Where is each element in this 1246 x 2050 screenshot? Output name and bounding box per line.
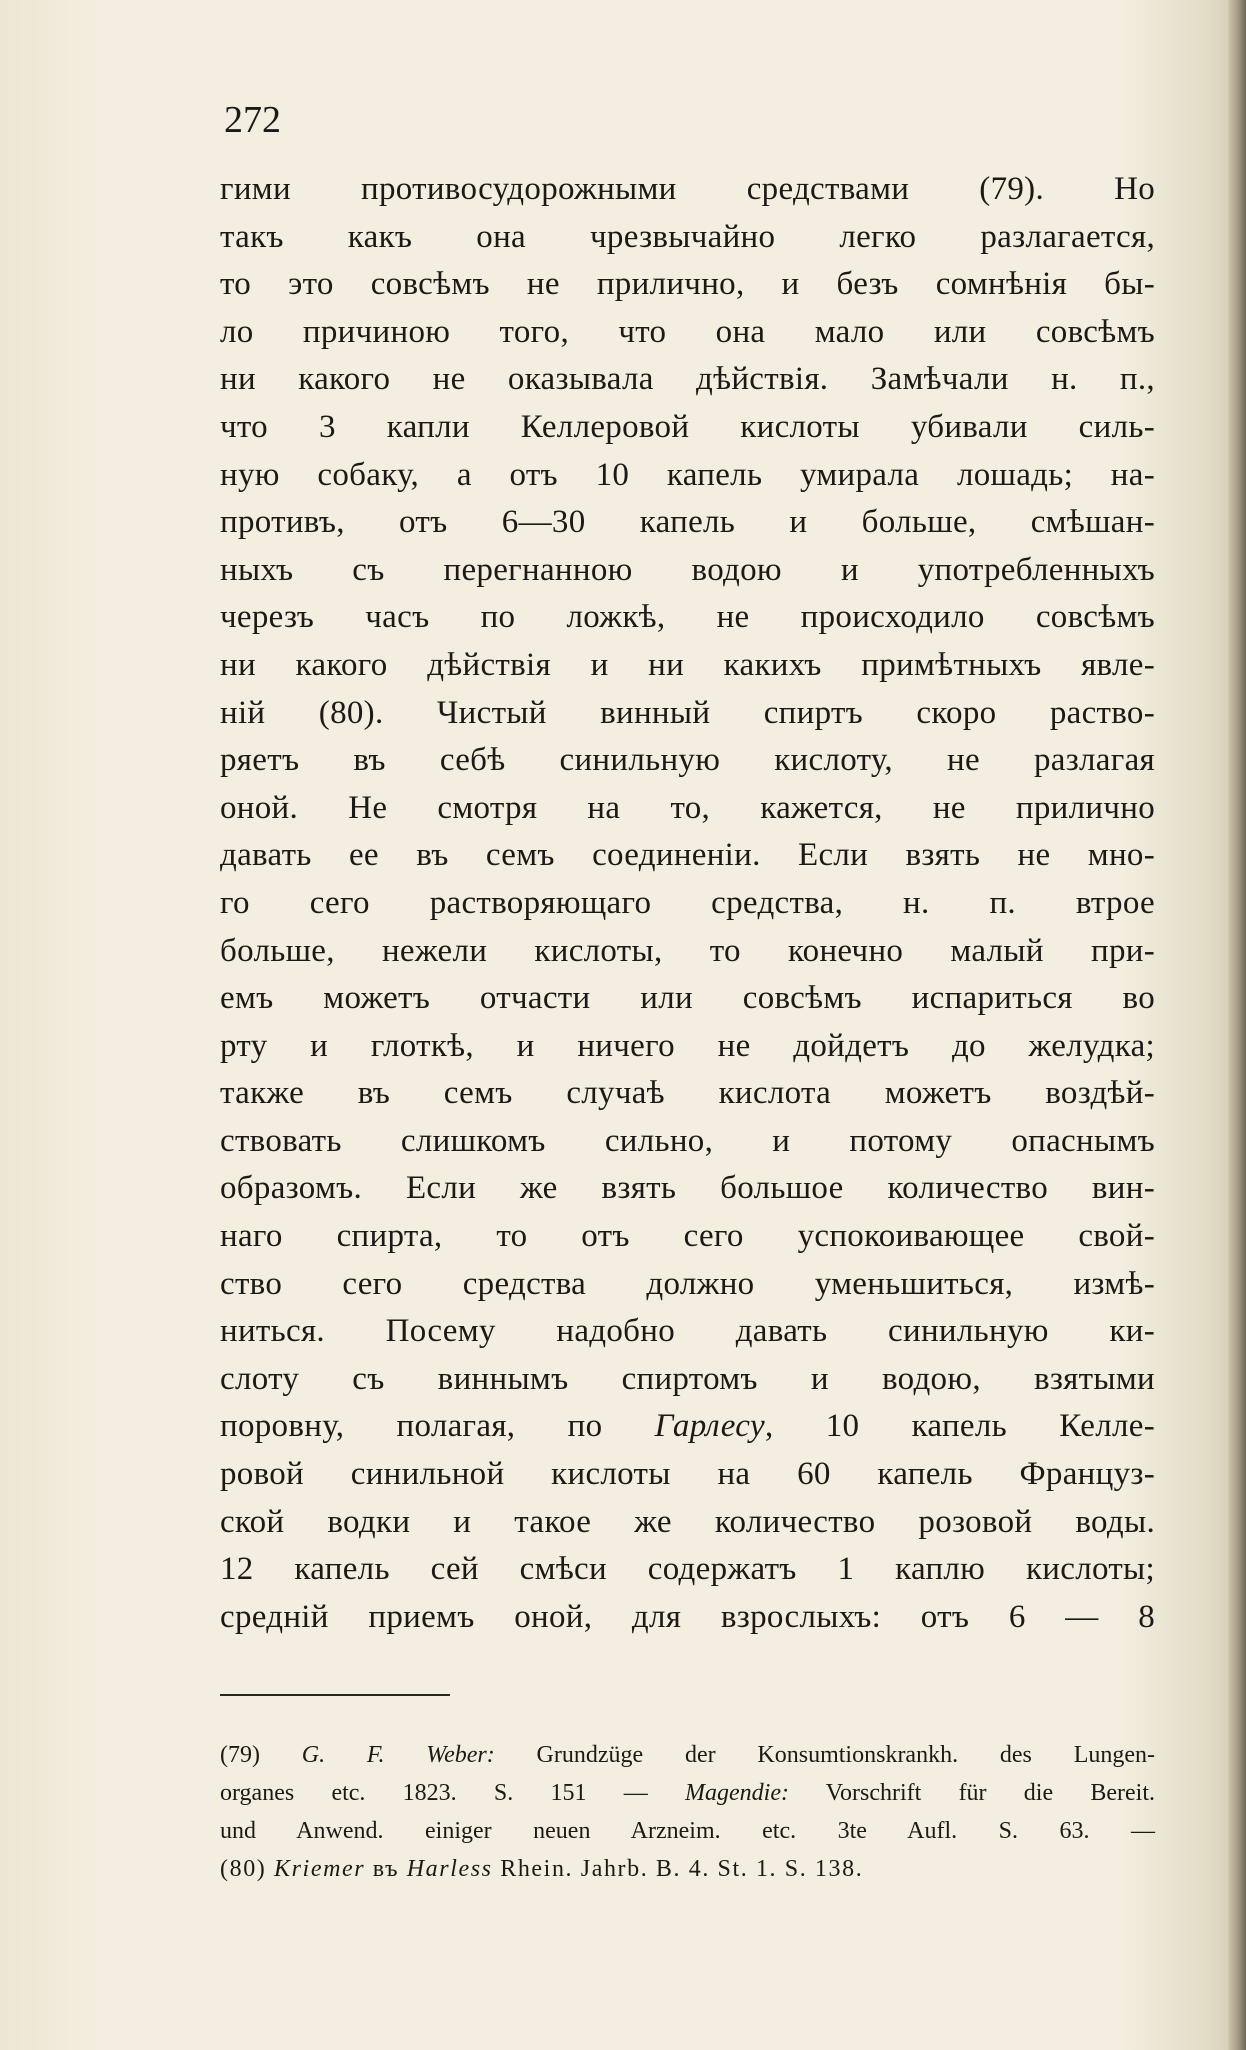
- text-line: такъ какъ она чрезвычайно легко разлагается,: [220, 218, 1155, 255]
- text-line: ряетъ въ себѣ синильную кислоту, не разлагая: [220, 742, 1155, 779]
- text-line: рту и глоткѣ, и ничего не дойдетъ до желудка;: [220, 1027, 1155, 1064]
- footnote-source: Harless: [406, 1856, 493, 1882]
- text-line: наго спирта, то отъ сего успокоивающее свой-: [220, 1218, 1155, 1255]
- text-line: черезъ часъ по ложкѣ, не происходило совсѣмъ: [220, 599, 1155, 636]
- text-line: образомъ. Если же взять большое количество вин-: [220, 1170, 1155, 1207]
- text-line: ныхъ съ перегнанною водою и употребленныхъ: [220, 551, 1155, 588]
- text-line: ни какого дѣйствія и ни какихъ примѣтныхъ явле-: [220, 646, 1155, 683]
- footnote-text: Vorschrift für die Bereit.: [788, 1780, 1155, 1806]
- footnote-80-line: [220, 1850, 1155, 1888]
- text-line: ствовать слишкомъ сильно, и потому опаснымъ: [220, 1122, 1155, 1159]
- footnote-author: G. F. Weber:: [301, 1742, 495, 1768]
- text-line: давать ее въ семъ соединеніи. Если взять не мно-: [220, 837, 1155, 874]
- footnote-text: Rhein. Jahrb. B. 4. St. 1. S. 138.: [492, 1856, 864, 1882]
- text-line: противъ, отъ 6—30 капель и больше, смѣшан-: [220, 504, 1155, 541]
- footnote-number: (79): [220, 1742, 260, 1768]
- text-line: то это совсѣмъ не прилично, и безъ сомнѣнія бы-: [220, 266, 1155, 303]
- text-line: ло причиною того, что она мало или совсѣмъ: [220, 313, 1155, 350]
- text-line: ни какого не оказывала дѣйствія. Замѣчали н. п.,: [220, 361, 1155, 398]
- text-line: ную собаку, а отъ 10 капель умирала лошадь; на-: [220, 456, 1155, 493]
- text-line: ровой синильной кислоты на 60 капель Француз-: [220, 1456, 1155, 1493]
- text-line: средній приемъ оной, для взрослыхъ: отъ 6 — 8: [220, 1598, 1155, 1635]
- text-line: го сего растворяющаго средства, н. п. втрое: [220, 884, 1155, 921]
- body-text: [220, 166, 1155, 1641]
- text-segment: поровну, полагая, по: [220, 1408, 655, 1445]
- text-segment: , 10 капель Келле-: [764, 1408, 1155, 1445]
- footnote-author: Magendie:: [685, 1780, 789, 1806]
- page-number: 272: [224, 99, 281, 141]
- footnote-text: въ: [365, 1856, 407, 1882]
- footnote-author: Kriemer: [274, 1856, 366, 1882]
- text-line: ниться. Посему надобно давать синильную ки-: [220, 1313, 1155, 1350]
- footnote-number: (80): [220, 1856, 267, 1882]
- page-edge-shadow: [1228, 0, 1246, 2050]
- text-line: что 3 капли Келлеровой кислоты убивали силь-: [220, 408, 1155, 445]
- footnote-80-content: [220, 1856, 863, 1882]
- footnotes: [220, 1736, 1155, 1888]
- footnote-text: Grundzüge der Konsumtionskrankh. des Lungen-: [494, 1742, 1155, 1768]
- text-line: 12 капель сей смѣси содержатъ 1 каплю кислоты;: [220, 1551, 1155, 1588]
- text-line: ской водки и такое же количество розовой воды.: [220, 1503, 1155, 1540]
- italic-name: Гарлесу: [654, 1408, 765, 1445]
- text-line: ній (80). Чистый винный спиртъ скоро раство-: [220, 694, 1155, 731]
- footnote-79-line: [220, 1774, 1155, 1812]
- text-line: оной. Не смотря на то, кажется, не прилично: [220, 789, 1155, 826]
- text-line: также въ семъ случаѣ кислота можетъ воздѣй-: [220, 1075, 1155, 1112]
- text-line: больше, нежели кислоты, то конечно малый при-: [220, 932, 1155, 969]
- text-line-with-italic: [220, 1403, 1155, 1451]
- text-line: гими противосудорожными средствами (79). Но: [220, 171, 1155, 207]
- footnote-separator: [220, 1694, 450, 1696]
- text-line: емъ можетъ отчасти или совсѣмъ испариться во: [220, 980, 1155, 1017]
- footnote-text: organes etc. 1823. S. 151 —: [220, 1780, 685, 1806]
- footnote-79-line: und Anwend. einiger neuen Arzneim. etc. 3te Aufl. S. 63. —: [220, 1818, 1155, 1844]
- text-line: слоту съ виннымъ спиртомъ и водою, взятыми: [220, 1360, 1155, 1397]
- footnote-79-line: [220, 1736, 1155, 1774]
- text-line: ство сего средства должно уменьшиться, измѣ-: [220, 1265, 1155, 1302]
